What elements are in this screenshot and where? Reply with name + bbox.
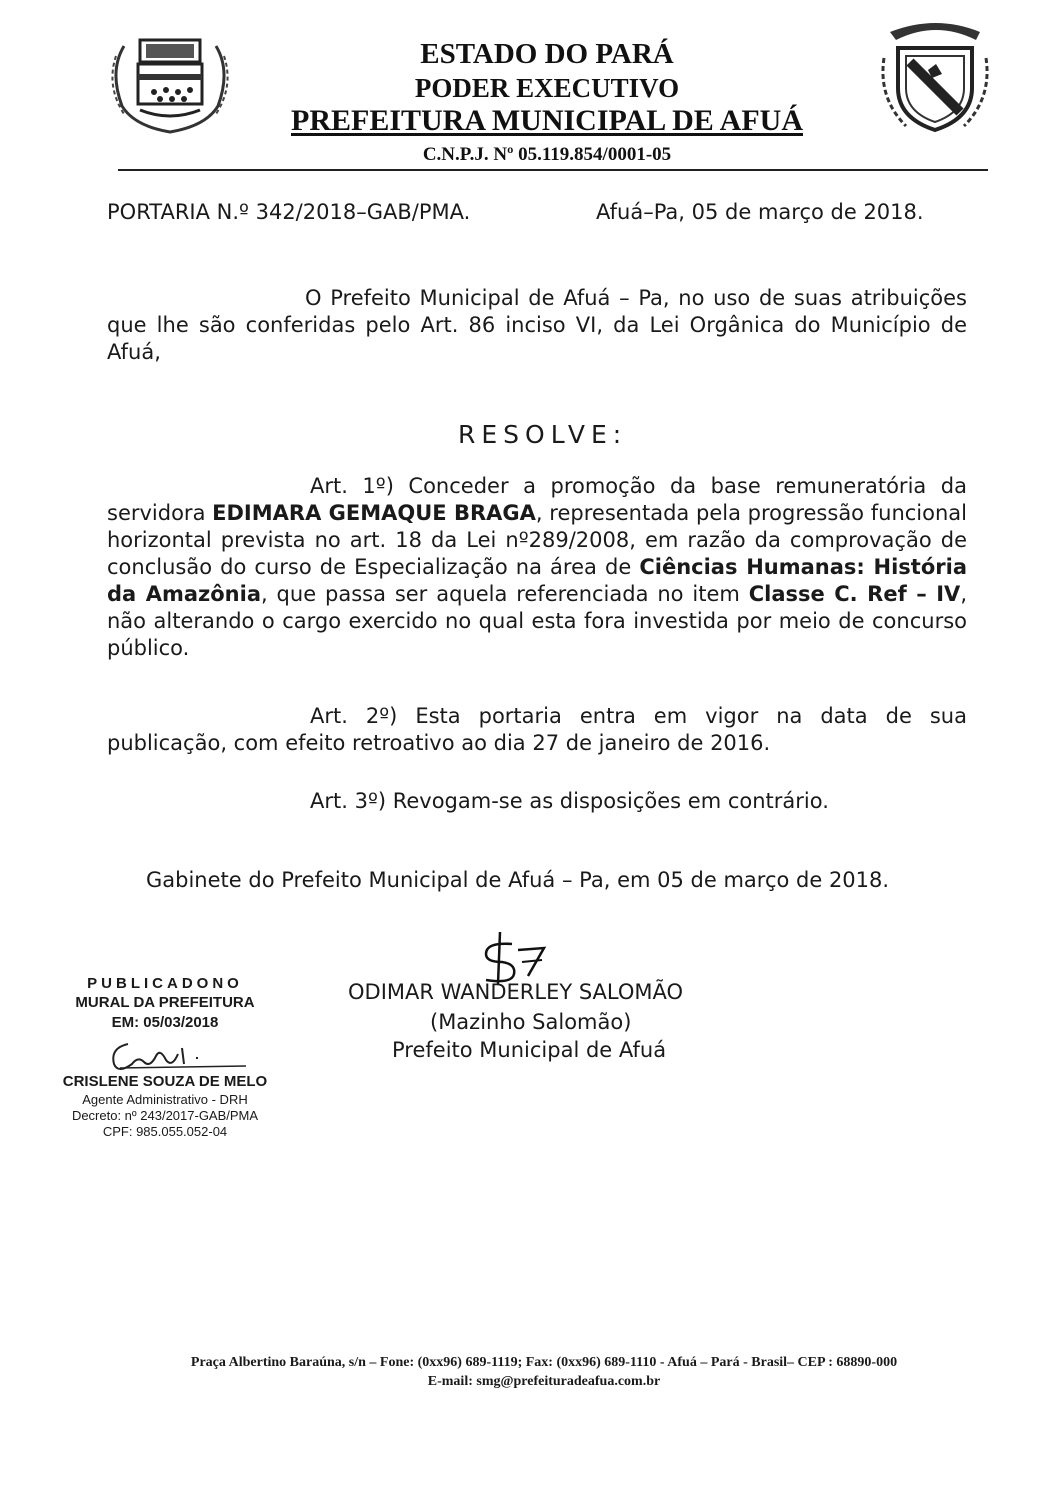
art1-text-2: , representada pela progressão funcional horizontal prevista no art. 18 da Lei nº289/2008, em razão da comprovação de conclusão do curso de Especialização na área de [107, 501, 967, 579]
stamp-cpf: CPF: 985.055.052-04 [102, 1124, 228, 1139]
stamp-signatory-role: Agente Administrativo - DRH [82, 1092, 248, 1107]
art1-class-ref: Classe C. Ref – IV [748, 582, 961, 606]
article-1 [107, 473, 967, 662]
header-state: ESTADO DO PARÁ [420, 38, 674, 70]
mayor-name: ODIMAR WANDERLEY SALOMÃO [348, 980, 684, 1004]
article-3: Art. 3º) Revogam-se as disposições em contrário. [310, 789, 829, 813]
document-date: Afuá–Pa, 05 de março de 2018. [596, 200, 924, 224]
mayor-nickname: (Mazinho Salomão) [430, 1010, 632, 1034]
footer-email: E-mail: smg@prefeituradeafua.com.br [427, 1374, 661, 1389]
intro-bold: O Prefeito Municipal de Afuá – Pa, [305, 286, 670, 310]
art1-course-area: Ciências Humanas: História da Amazônia [107, 555, 967, 606]
intro-text: no uso de suas atribuições que lhe são conferidas pelo Art. 86 inciso VI, da Lei Orgânica do Município de Afuá, [107, 286, 967, 364]
header-municipality: PREFEITURA MUNICIPAL DE AFUÁ [291, 104, 803, 137]
article-2: Art. 2º) Esta portaria entra em vigor na data de sua publicação, com efeito retroativo ao dia 27 de janeiro de 2016. [107, 704, 967, 755]
stamp-decree: Decreto: nº 243/2017-GAB/PMA [71, 1108, 259, 1123]
art1-text-4: , não alterando o cargo exercido no qual esta fora investida por meio de concurso público. [107, 582, 967, 660]
stamp-line-3: EM: 05/03/2018 [111, 1014, 219, 1031]
publication-stamp [40, 975, 290, 1033]
intro-paragraph [107, 285, 967, 366]
stamp-line-1: PUBLICADONO [87, 975, 243, 992]
closing-line: Gabinete do Prefeito Municipal de Afuá – Pa, em 05 de março de 2018. [146, 868, 890, 892]
art1-employee-name: EDIMARA GEMAQUE BRAGA [212, 501, 536, 525]
header-power: PODER EXECUTIVO [414, 73, 680, 103]
art1-text-1: Art. 1º) Conceder a promoção da base remuneratória da servidora [107, 474, 967, 525]
resolve-heading: RESOLVE: [458, 420, 628, 449]
header-divider [118, 169, 988, 171]
portaria-number: PORTARIA N.º 342/2018–GAB/PMA. [107, 200, 471, 224]
footer-address: Praça Albertino Baraúna, s/n – Fone: (0xx96) 689-1119; Fax: (0xx96) 689-1110 - Afuá – Pará - Brasil– CEP : 68890-000 [190, 1355, 898, 1370]
header-cnpj: C.N.P.J. Nº 05.119.854/0001-05 [422, 144, 672, 165]
mayor-signature-icon [472, 928, 552, 988]
stamp-line-2: MURAL DA PREFEITURA [75, 994, 255, 1011]
stamp-signature-icon [100, 1034, 250, 1076]
mayor-title: Prefeito Municipal de Afuá [392, 1038, 667, 1062]
art1-text-3: , que passa ser aquela referenciada no item [261, 582, 749, 606]
stamp-signatory-name: CRISLENE SOUZA DE MELO [62, 1073, 268, 1090]
